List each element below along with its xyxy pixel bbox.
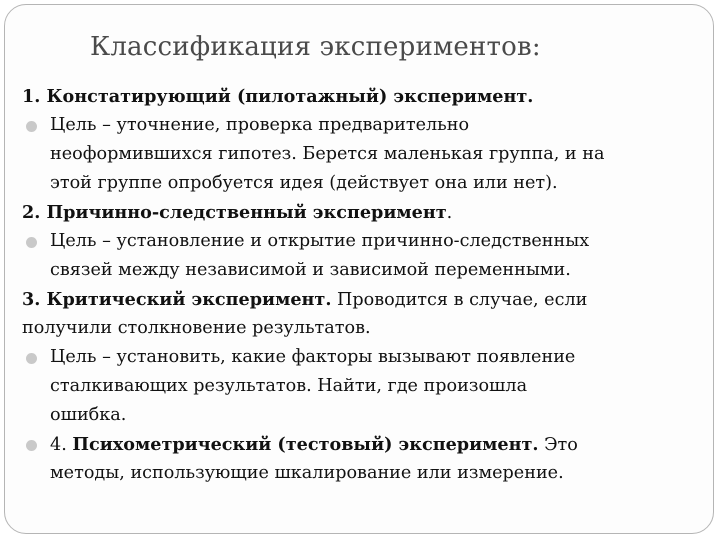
- bullet-2-line-2: связей между независимой и зависимой переменными.: [50, 260, 571, 280]
- bullet-item-4: [22, 430, 702, 459]
- heading-ascertaining-experiment: 1. Констатирующий (пилотажный) эксперимент.: [22, 86, 534, 107]
- heading-critical-experiment: [22, 285, 702, 314]
- slide-title-text: Классификация экспериментов: [90, 32, 532, 62]
- bullet-dot-icon: [26, 237, 37, 248]
- bullet-item-1: [22, 111, 702, 140]
- slide-body: [22, 82, 702, 488]
- bullet-dot-icon: [26, 121, 37, 132]
- bullet-2-line-1: Цель – установление и открытие причинно-следственных: [50, 231, 590, 251]
- bullet-item-2: [22, 227, 702, 256]
- bullet-4-line-2: методы, использующие шкалирование или измерение.: [50, 463, 564, 483]
- bullet-item-3: [22, 343, 702, 372]
- bullet-3-line-1: Цель – установить, какие факторы вызывают появление: [50, 347, 576, 367]
- bullet-1-line-2: неоформившихся гипотез. Берется маленькая группа, и на: [50, 144, 605, 164]
- heading-critical-text: 3. Критический эксперимент.: [22, 289, 332, 310]
- bullet-4-heading: Психометрический (тестовый) эксперимент.: [72, 434, 539, 455]
- bullet-4-rest: Это: [538, 435, 578, 455]
- bullet-4-number: 4.: [50, 435, 73, 455]
- bullet-dot-icon: [26, 440, 37, 451]
- heading-causal-period: .: [446, 203, 453, 223]
- heading-critical-rest: Проводится в случае, если: [331, 290, 588, 310]
- bullet-1-line-3: этой группе опробуется идея (действует она или нет).: [50, 173, 558, 193]
- bullet-3-line-3: ошибка.: [50, 405, 127, 425]
- bullet-dot-icon: [26, 353, 37, 364]
- heading-causal-experiment: [22, 198, 702, 227]
- slide-title-colon: :: [531, 32, 541, 62]
- bullet-1-line-1: Цель – уточнение, проверка предварительно: [50, 115, 470, 135]
- heading-critical-line-2: получили столкновение результатов.: [22, 318, 371, 338]
- slide-title: [90, 32, 541, 62]
- heading-causal-text: 2. Причинно-следственный эксперимент: [22, 202, 447, 223]
- bullet-3-line-2: сталкивающих результатов. Найти, где произошла: [50, 376, 528, 396]
